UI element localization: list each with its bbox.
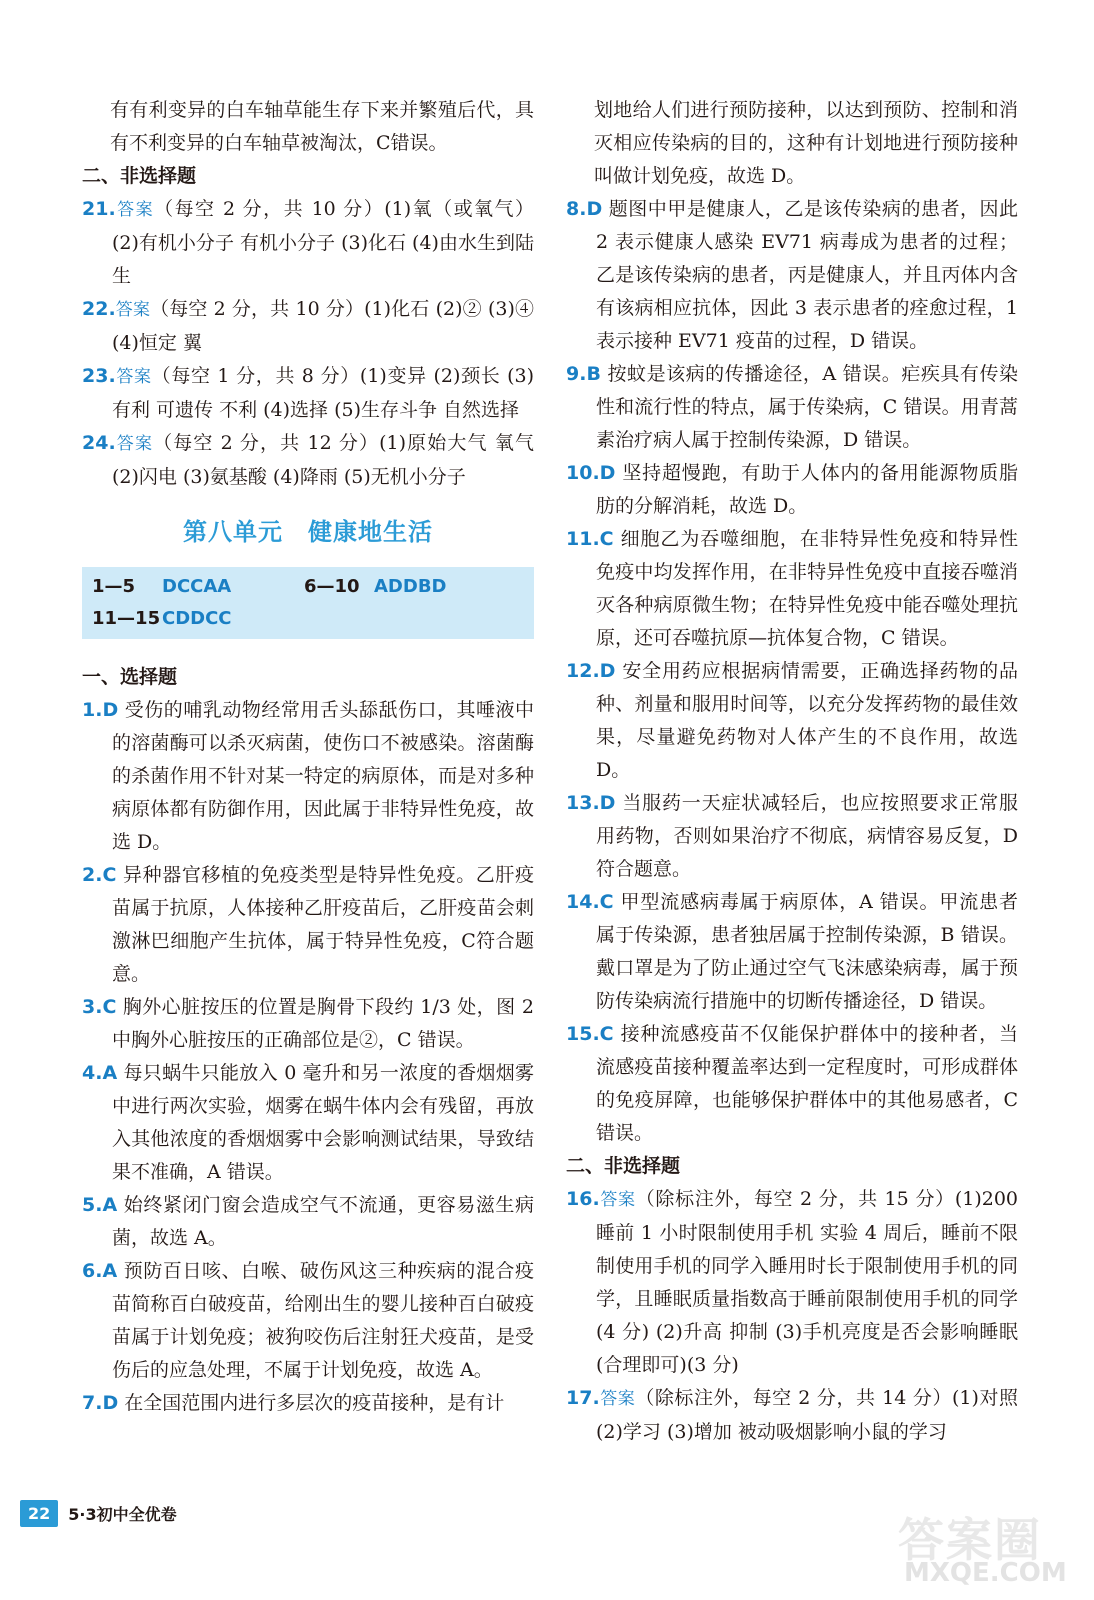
answer-item-24 — [82, 427, 534, 494]
answer-text: （除标注外，每空 2 分，共 14 分）(1)对照 (2)学习 (3)增加 被动吸烟影响小鼠的学习 — [596, 1387, 1019, 1443]
answer-item-13 — [566, 787, 1018, 886]
question-number: 3.C — [82, 996, 117, 1018]
explanation-text: 细胞乙为吞噬细胞，在非特异性免疫和特异性免疫中均发挥作用，在非特异性免疫中直接吞噬消灭各种病原微生物；在特异性免疫中能吞噬处理抗原，还可吞噬抗原—抗体复合物，C 错误。 — [596, 528, 1018, 649]
answer-item-11 — [566, 523, 1018, 655]
question-number: 1.D — [82, 699, 119, 721]
answer-item-14 — [566, 886, 1018, 1018]
left-column — [82, 94, 534, 1420]
explanation-text: 预防百日咳、白喉、破伤风这三种疾病的混合疫苗简称百白破疫苗，给刚出生的婴儿接种百白破疫苗属于计划免疫；被狗咬伤后注射狂犬疫苗，是受伤后的应急处理，不属于计划免疫，故选 A。 — [112, 1260, 534, 1381]
key-range: 11—15 — [92, 608, 161, 629]
watermark — [898, 1504, 1068, 1594]
question-number: 22. — [82, 298, 116, 320]
answer-tag: 答案 — [599, 1389, 636, 1409]
question-number: 12.D — [566, 660, 616, 682]
question-number: 7.D — [82, 1392, 119, 1414]
explanation-text: 胸外心脏按压的位置是胸骨下段约 1/3 处，图 2中胸外心脏按压的正确部位是②，C 错误。 — [112, 996, 534, 1051]
question-number: 13.D — [566, 792, 616, 814]
answer-item-12 — [566, 655, 1018, 787]
explanation-text: 受伤的哺乳动物经常用舌头舔舐伤口，其唾液中的溶菌酶可以杀灭病菌，使伤口不被感染。溶菌酶的杀菌作用不针对某一特定的病原体，而是对多种病原体都有防御作用，因此属于非特异性免疫，故选 D。 — [112, 699, 534, 853]
answer-key-row — [92, 603, 524, 635]
answer-item-23 — [82, 360, 534, 427]
answer-tag: 答案 — [115, 300, 151, 320]
explanation-text: 在全国范围内进行多层次的疫苗接种，是有计 — [124, 1392, 505, 1414]
answer-item-6 — [82, 1255, 534, 1387]
explanation-text: 始终紧闭门窗会造成空气不流通，更容易滋生病菌，故选 A。 — [112, 1194, 534, 1249]
answer-item-5 — [82, 1189, 534, 1255]
continued-text: 划地给人们进行预防接种，以达到预防、控制和消灭相应传染病的目的，这种有计划地进行预防接种叫做计划免疫，故选 D。 — [594, 99, 1018, 187]
answer-item-22 — [82, 293, 534, 360]
question-number: 21. — [82, 198, 116, 220]
answer-item-9 — [566, 358, 1018, 457]
key-range: 1—5 — [92, 576, 136, 597]
question-number: 6.A — [82, 1260, 118, 1282]
intro-text: 有有利变异的白车轴草能生存下来并繁殖后代，具有不利变异的白车轴草被淘汰，C错误。 — [110, 99, 534, 154]
answer-item-10 — [566, 457, 1018, 523]
explanation-text: 坚持超慢跑，有助于人体内的备用能源物质脂肪的分解消耗，故选 D。 — [596, 462, 1018, 517]
section-heading-non-choice-2: 二、非选择题 — [566, 1155, 681, 1177]
answer-tag: 答案 — [115, 200, 155, 220]
explanation-text: 按蚊是该病的传播途径，A 错误。疟疾具有传染性和流行性的特点，属于传染病，C 错误。用青蒿素治疗病人属于控制传染源，D 错误。 — [596, 363, 1018, 451]
question-number: 4.A — [82, 1062, 118, 1084]
page-footer — [20, 1500, 177, 1527]
question-number: 17. — [566, 1387, 600, 1409]
answer-item-3 — [82, 991, 534, 1057]
question-number: 2.C — [82, 864, 117, 886]
section-heading-non-choice: 二、非选择题 — [82, 165, 197, 187]
key-range: 6—10 — [304, 576, 360, 597]
question-number: 11.C — [566, 528, 614, 550]
question-number: 10.D — [566, 462, 616, 484]
watermark-url: MXQE.COM — [904, 1558, 1067, 1588]
answer-key-row — [92, 571, 524, 603]
answer-text: （除标注外，每空 2 分，共 15 分）(1)200 睡前 1 小时限制使用手机 实验 4 周后，睡前不限制使用手机的同学入睡用时长于限制使用手机的同学，且睡眠质量指数高于睡前限制使用手机的同学(4 分) (2)升高 抑制 (3)手机亮度是否会影响睡眠(合理即可)(3 分) — [596, 1188, 1018, 1376]
question-number: 9.B — [566, 363, 601, 385]
answer-text: （每空 2 分，共 10 分）(1)化石 (2)② (3)④ (4)恒定 翼 — [112, 298, 534, 354]
question-number: 5.A — [82, 1194, 118, 1216]
answer-item-16 — [566, 1183, 1018, 1382]
question-number: 16. — [566, 1188, 600, 1210]
explanation-text: 甲型流感病毒属于病原体，A 错误。甲流患者属于传染源，患者独居属于控制传染源，B 错误。戴口罩是为了防止通过空气飞沫感染病毒，属于预防传染病流行措施中的切断传播途径，D 错误。 — [596, 891, 1018, 1012]
question-number: 14.C — [566, 891, 614, 913]
explanation-text: 接种流感疫苗不仅能保护群体中的接种者，当流感疫苗接种覆盖率达到一定程度时，可形成群体的免疫屏障，也能够保护群体中的其他易感者，C 错误。 — [596, 1023, 1018, 1144]
answer-key-box — [82, 567, 534, 639]
key-answers: DCCAA — [162, 576, 232, 597]
answer-item-2 — [82, 859, 534, 991]
answer-item-8 — [566, 193, 1018, 358]
answer-text: （每空 2 分，共 10 分）(1)氧（或氧气） (2)有机小分子 有机小分子 (3)化石 (4)由水生到陆生 — [112, 198, 535, 287]
explanation-text: 安全用药应根据病情需要，正确选择药物的品种、剂量和服用时间等，以充分发挥药物的最佳效果，尽量避免药物对人体产生的不良作用，故选 D。 — [596, 660, 1018, 781]
key-answers: CDDCC — [162, 608, 232, 629]
key-answers: ADDBD — [374, 576, 447, 597]
watermark-logo: 答案圈 — [898, 1513, 1042, 1567]
right-column — [566, 94, 1018, 1449]
explanation-text: 题图中甲是健康人，乙是该传染病的患者，因此 2 表示健康人感染 EV71 病毒成为患者的过程；乙是该传染病的患者，丙是健康人，并且丙体内含有该病相应抗体，因此 3 表示患者的痊愈过程，1 表示接种 EV71 疫苗的过程，D 错误。 — [596, 198, 1018, 352]
answer-item-17 — [566, 1382, 1018, 1449]
page-number: 22 — [20, 1500, 58, 1527]
explanation-text: 每只蜗牛只能放入 0 毫升和另一浓度的香烟烟雾中进行两次实验，烟雾在蜗牛体内会有残留，再放入其他浓度的香烟烟雾中会影响测试结果，导致结果不准确，A 错误。 — [112, 1062, 534, 1183]
section-heading-choice: 一、选择题 — [82, 666, 178, 688]
answer-tag: 答案 — [115, 367, 152, 387]
answer-text: （每空 2 分，共 12 分）(1)原始大气 氧气 (2)闪电 (3)氨基酸 (4)降雨 (5)无机小分子 — [112, 432, 534, 488]
book-name: 5·3初中全优卷 — [68, 1505, 177, 1524]
answer-item-15 — [566, 1018, 1018, 1150]
answer-tag: 答案 — [115, 434, 154, 454]
explanation-text: 当服药一天症状减轻后，也应按照要求正常服用药物，否则如果治疗不彻底，病情容易反复，D 符合题意。 — [596, 792, 1018, 880]
question-number: 8.D — [566, 198, 603, 220]
answer-item-7 — [82, 1387, 534, 1420]
answer-item-21 — [82, 193, 534, 293]
answer-text: （每空 1 分，共 8 分）(1)变异 (2)颈长 (3)有利 可遗传 不利 (4)选择 (5)生存斗争 自然选择 — [112, 365, 535, 421]
answer-tag: 答案 — [599, 1190, 636, 1210]
answer-item-1 — [82, 694, 534, 859]
explanation-text: 异种器官移植的免疫类型是特异性免疫。乙肝疫苗属于抗原，人体接种乙肝疫苗后，乙肝疫苗会刺激淋巴细胞产生抗体，属于特异性免疫，C符合题意。 — [112, 864, 534, 985]
answer-item-4 — [82, 1057, 534, 1189]
question-number: 15.C — [566, 1023, 614, 1045]
question-number: 24. — [82, 432, 116, 454]
question-number: 23. — [82, 365, 116, 387]
unit-title: 第八单元 健康地生活 — [183, 518, 433, 546]
